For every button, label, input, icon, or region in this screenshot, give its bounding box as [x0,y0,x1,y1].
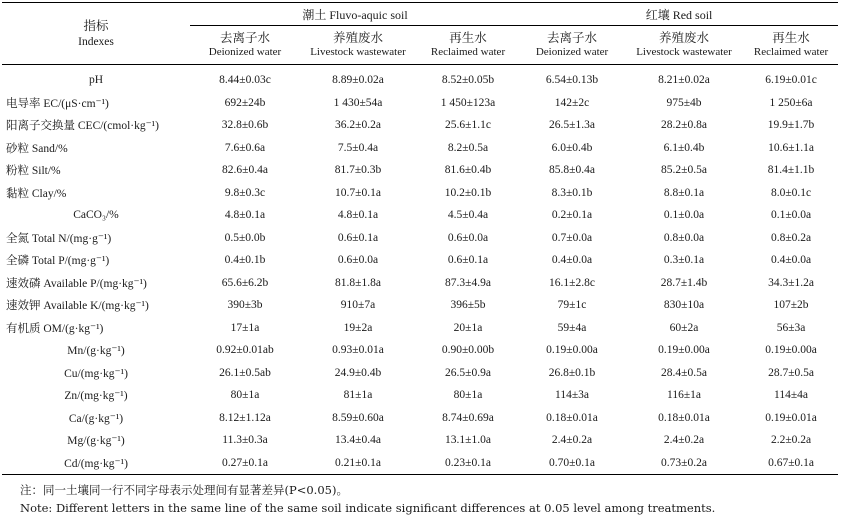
cell-value: 114±4a [774,389,809,402]
cell-value: 65.6±6.2b [221,276,269,289]
cell-value: 2.4±0.2a [663,434,705,447]
cell-value: 26.8±0.1b [548,366,596,379]
table-row [2,452,838,475]
cell-value: 10.6±1.1a [768,141,814,154]
cell-value: 0.1±0.0a [770,209,812,222]
cell-value: 8.8±0.1a [663,186,705,199]
cell-value: 0.19±0.00a [546,344,598,357]
cell-value: 0.6±0.0a [447,231,489,244]
table-row [2,204,838,227]
cell-value: 0.6±0.1a [337,231,379,244]
row-label: Mn/(g·kg⁻¹) [67,345,125,358]
table-row [2,339,838,362]
table-row [2,362,838,385]
col-header: 再生水 Reclaimed water [744,26,838,65]
cell-value: 0.19±0.00a [658,344,710,357]
cell-value: 56±3a [776,321,806,334]
cell-value: 0.23±0.1a [416,452,520,475]
cell-value: 0.70±0.1a [520,452,624,475]
cell-value: 34.3±1.2a [768,276,814,289]
cell-value: 396±5b [450,299,486,312]
cell-value: 28.7±1.4b [660,276,708,289]
cell-value: 28.7±0.5a [768,366,814,379]
col-header: 去离子水 Deionized water [520,26,624,65]
row-label: 有机质 OM/(g·kg⁻¹) [6,322,104,335]
cell-value: 1 250±6a [769,96,813,109]
cell-value: 19.9±1.7b [767,119,815,132]
row-label: 全磷 Total P/(mg·g⁻¹) [6,255,110,268]
cell-value: 0.5±0.0b [224,231,266,244]
table-row [2,272,838,295]
row-label: Mg/(g·kg⁻¹) [67,435,125,448]
cell-value: 85.2±0.5a [661,164,707,177]
cell-value: 81±1a [343,389,373,402]
table-row [2,182,838,205]
cell-value: 0.18±0.01a [658,411,710,424]
header-index-zh: 指标 [83,18,109,33]
table-row [2,92,838,115]
cell-value: 0.6±0.0a [337,254,379,267]
cell-value: 0.67±0.1a [744,452,838,475]
cell-value: 8.52±0.05b [441,74,495,87]
cell-value: 4.8±0.1a [224,209,266,222]
cell-value: 116±1a [667,389,702,402]
cell-value: 1 450±123a [440,96,496,109]
cell-value: 0.19±0.01a [765,411,817,424]
cell-value: 28.4±0.5a [661,366,707,379]
cell-value: 17±1a [230,321,260,334]
row-label: 速效磷 Available P/(mg·kg⁻¹) [6,277,147,290]
cell-value: 2.4±0.2a [551,434,593,447]
cell-value: 60±2a [669,321,699,334]
cell-value: 81.7±0.3b [334,164,382,177]
cell-value: 81.6±0.4b [444,164,492,177]
cell-value: 25.6±1.1c [445,119,491,132]
row-label: 阳离子交换量 CEC/(cmol·kg⁻¹) [6,120,159,133]
cell-value: 6.1±0.4b [663,141,705,154]
table-row [2,294,838,317]
cell-value: 8.44±0.03c [219,74,271,87]
cell-value: 0.27±0.1a [190,452,300,475]
table-notes [20,481,715,517]
cell-value: 7.5±0.4a [337,141,379,154]
note-en: Note: Different letters in the same line of the same soil indicate significant differences at 0.05 level among treatments. [20,501,716,515]
cell-value: 8.59±0.60a [332,411,384,424]
cell-value: 10.7±0.1a [335,186,381,199]
table-row [2,429,838,452]
col-header: 去离子水 Deionized water [190,26,300,65]
cell-value: 692±24b [224,96,266,109]
table-row [2,159,838,182]
cell-value: 8.12±1.12a [219,411,271,424]
cell-value: 81.4±1.1b [767,164,815,177]
cell-value: 24.9±0.4b [334,366,382,379]
cell-value: 28.2±0.8a [661,119,707,132]
cell-value: 85.8±0.4a [549,164,595,177]
cell-value: 6.19±0.01c [765,74,817,87]
cell-value: 0.19±0.00a [765,344,817,357]
table-row [2,317,838,340]
cell-value: 0.1±0.0a [663,209,705,222]
cell-value: 7.6±0.6a [224,141,266,154]
table-row [2,69,838,92]
group-header-red-soil: 红壤 Red soil [520,3,838,26]
cell-value: 8.0±0.1c [770,186,812,199]
row-label: 电导率 EC/(μS·cm⁻¹) [6,97,109,110]
cell-value: 0.4±0.1b [224,254,266,267]
row-label: Cd/(mg·kg⁻¹) [2,452,190,475]
table-row [2,249,838,272]
table-row [2,137,838,160]
cell-value: 830±10a [663,299,705,312]
cell-value: 0.93±0.01a [332,344,384,357]
cell-value: 0.3±0.1a [663,254,705,267]
cell-value: 26.1±0.5ab [219,366,271,379]
cell-value: 975±4b [666,96,702,109]
cell-value: 59±4a [557,321,587,334]
cell-value: 81.8±1.8a [335,276,381,289]
cell-value: 0.18±0.01a [546,411,598,424]
cell-value: 11.3±0.3a [222,434,268,447]
cell-value: 0.73±0.2a [624,452,744,475]
cell-value: 82.6±0.4a [222,164,268,177]
cell-value: 0.90±0.00b [441,344,495,357]
cell-value: 0.8±0.2a [770,231,812,244]
cell-value: 0.6±0.1a [447,254,489,267]
row-label: 粉粒 Silt/% [6,165,61,178]
cell-value: 79±1c [557,299,587,312]
cell-value: 32.8±0.6b [221,119,269,132]
soil-properties-table [2,2,838,475]
cell-value: 142±2c [554,96,590,109]
cell-value: 0.7±0.0a [551,231,593,244]
cell-value: 9.8±0.3c [224,186,266,199]
cell-value: 8.21±0.02a [658,74,710,87]
cell-value: 910±7a [340,299,376,312]
cell-value: 0.4±0.0a [551,254,593,267]
note-zh: 注：同一土壤同一行不同字母表示处理间有显著差异(P<0.05)。 [20,483,348,497]
cell-value: 19±2a [343,321,373,334]
header-indexes [2,3,190,65]
cell-value: 80±1a [230,389,260,402]
cell-value: 87.3±4.9a [445,276,491,289]
cell-value: 26.5±1.3a [549,119,595,132]
cell-value: 36.2±0.2a [335,119,381,132]
header-index-en: Indexes [78,35,114,48]
row-label: CaCO₃/% [73,209,119,222]
row-label: 黏粒 Clay/% [6,187,67,200]
cell-value: 0.21±0.1a [300,452,416,475]
cell-value: 8.74±0.69a [442,411,494,424]
cell-value: 13.4±0.4a [335,434,381,447]
row-label: 砂粒 Sand/% [6,142,68,155]
row-label: Ca/(g·kg⁻¹) [68,412,124,425]
cell-value: 16.1±2.8c [549,276,595,289]
cell-value: 1 430±54a [333,96,383,109]
cell-value: 8.2±0.5a [447,141,489,154]
cell-value: 0.4±0.0a [770,254,812,267]
cell-value: 0.2±0.1a [551,209,593,222]
cell-value: 10.2±0.1b [444,186,492,199]
group-header-fluvo-aquic: 潮土 Fluvo-aquic soil [190,3,520,26]
cell-value: 8.89±0.02a [332,74,384,87]
row-label: Zn/(mg·kg⁻¹) [64,390,128,403]
table-row [2,407,838,430]
cell-value: 6.0±0.4b [551,141,593,154]
cell-value: 13.1±1.0a [445,434,491,447]
cell-value: 20±1a [453,321,483,334]
cell-value: 4.5±0.4a [447,209,489,222]
cell-value: 390±3b [227,299,263,312]
col-header: 再生水 Reclaimed water [416,26,520,65]
table-body [2,69,838,475]
col-header: 养殖废水 Livestock wastewater [300,26,416,65]
cell-value: 0.8±0.0a [663,231,705,244]
col-header: 养殖废水 Livestock wastewater [624,26,744,65]
row-label: 速效钾 Available K/(mg·kg⁻¹) [6,300,149,313]
cell-value: 8.3±0.1b [551,186,593,199]
row-label: Cu/(mg·kg⁻¹) [64,367,128,380]
cell-value: 6.54±0.13b [545,74,599,87]
table-row [2,227,838,250]
row-label: 全氮 Total N/(mg·g⁻¹) [6,232,112,245]
cell-value: 4.8±0.1a [337,209,379,222]
table-row [2,384,838,407]
cell-value: 114±3a [555,389,590,402]
cell-value: 2.2±0.2a [770,434,812,447]
row-label: pH [88,74,104,87]
cell-value: 0.92±0.01ab [216,344,274,357]
cell-value: 107±2b [773,299,809,312]
table-row [2,114,838,137]
cell-value: 80±1a [453,389,483,402]
cell-value: 26.5±0.9a [445,366,491,379]
